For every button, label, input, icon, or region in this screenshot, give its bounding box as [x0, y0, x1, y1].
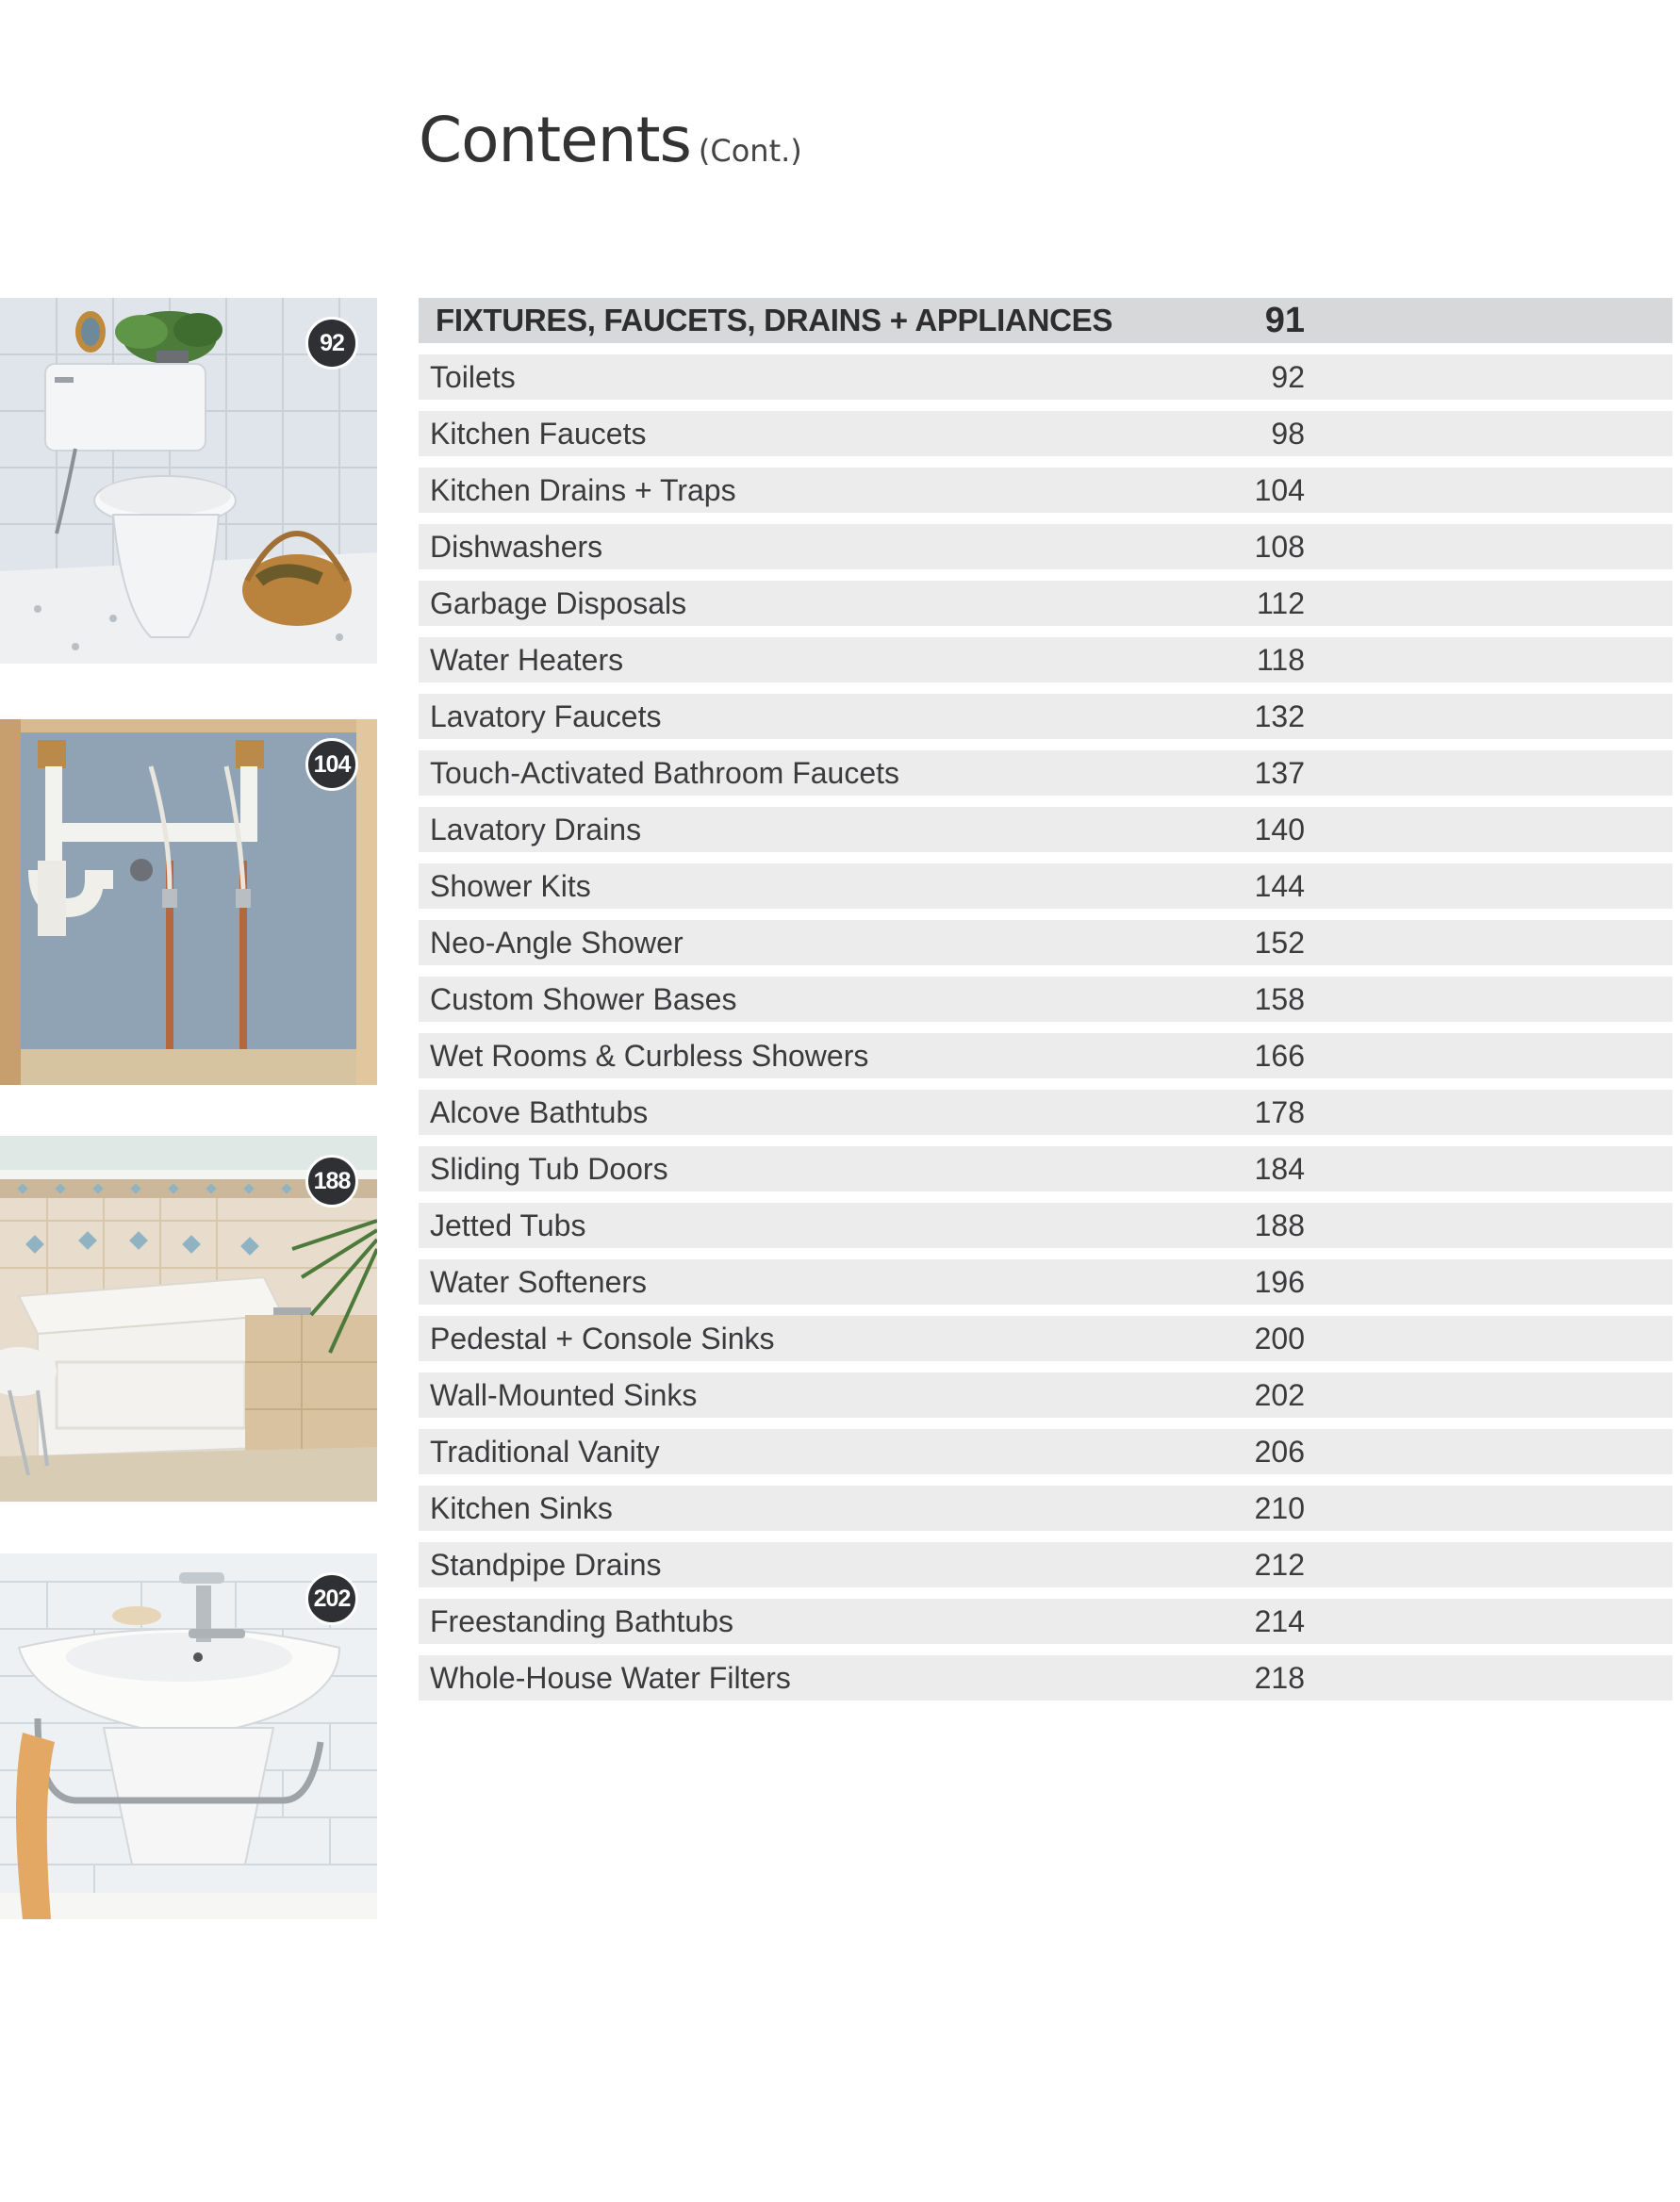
wall-mounted-sink-photo [0, 1553, 377, 1919]
page-badge: 188 [305, 1155, 358, 1208]
toc-entry-label: Water Heaters [430, 643, 624, 677]
toc-entry-kitchen-drains-traps[interactable] [419, 468, 1672, 513]
toc-entry-page: 158 [1254, 982, 1305, 1016]
toc-entry-label: Custom Shower Bases [430, 982, 737, 1016]
toc-entry-label: Wall-Mounted Sinks [430, 1378, 698, 1412]
toc-entry-page: 196 [1254, 1265, 1305, 1299]
toc-entry-page: 206 [1254, 1435, 1305, 1469]
toc-entry-lavatory-faucets[interactable] [419, 694, 1672, 739]
toc-entry-page: 104 [1254, 473, 1305, 507]
toc-entry-label: Dishwashers [430, 530, 603, 564]
toc-entry-traditional-vanity[interactable] [419, 1429, 1672, 1474]
toc-entry-page: 144 [1254, 869, 1305, 903]
toc-entry-page: 202 [1254, 1378, 1305, 1412]
section-header-page: 91 [1264, 301, 1305, 340]
toc-entry-page: 98 [1271, 417, 1305, 451]
toc-entry-label: Traditional Vanity [430, 1435, 660, 1469]
toc-entry-label: Kitchen Faucets [430, 417, 647, 451]
toc-entry-page: 152 [1254, 926, 1305, 960]
toc-entry-page: 166 [1254, 1039, 1305, 1073]
drain-trap-photo [0, 719, 377, 1085]
toc-entry-page: 112 [1256, 586, 1305, 620]
toc-entry-label: Touch-Activated Bathroom Faucets [430, 756, 900, 790]
toc-entry-label: Jetted Tubs [430, 1208, 586, 1242]
toc-entry-sliding-tub-doors[interactable] [419, 1146, 1672, 1191]
toc-entry-page: 132 [1254, 699, 1305, 733]
toc-entry-page: 118 [1256, 643, 1305, 677]
toc-entry-label: Alcove Bathtubs [430, 1095, 649, 1129]
toc-entry-page: 218 [1254, 1661, 1305, 1695]
section-header-row[interactable] [419, 298, 1672, 343]
toc-entry-page: 184 [1254, 1152, 1305, 1186]
toc-entry-page: 212 [1254, 1548, 1305, 1582]
toc-entry-whole-house-water-filters[interactable] [419, 1655, 1672, 1701]
toc-entry-label: Pedestal + Console Sinks [430, 1322, 775, 1356]
toc-entry-page: 214 [1254, 1604, 1305, 1638]
toc-entry-standpipe-drains[interactable] [419, 1542, 1672, 1587]
toc-entry-label: Lavatory Drains [430, 813, 642, 846]
toc-entry-label: Kitchen Drains + Traps [430, 473, 736, 507]
toilet-photo [0, 298, 377, 664]
toc-entry-label: Freestanding Bathtubs [430, 1604, 733, 1638]
toc-entry-toilets[interactable] [419, 354, 1672, 400]
toc-entry-shower-kits[interactable] [419, 863, 1672, 909]
page-title [419, 104, 802, 176]
toc-entry-page: 200 [1254, 1322, 1305, 1356]
toc-entry-page: 210 [1254, 1491, 1305, 1525]
page-title-text: Contents [419, 104, 691, 176]
section-header-label: FIXTURES, FAUCETS, DRAINS + APPLIANCES [436, 303, 1113, 337]
toc-entry-label: Lavatory Faucets [430, 699, 662, 733]
toc-entry-alcove-bathtubs[interactable] [419, 1090, 1672, 1135]
table-of-contents [419, 298, 1672, 1712]
toc-entry-kitchen-sinks[interactable] [419, 1486, 1672, 1531]
toc-entry-label: Whole-House Water Filters [430, 1661, 791, 1695]
toc-entry-neo-angle-shower[interactable] [419, 920, 1672, 965]
toc-entry-label: Standpipe Drains [430, 1548, 662, 1582]
toc-entry-dishwashers[interactable] [419, 524, 1672, 569]
jetted-tub-photo [0, 1136, 377, 1502]
toc-entry-page: 92 [1271, 360, 1305, 394]
toc-entry-touch-activated-faucets[interactable] [419, 750, 1672, 796]
toc-entry-lavatory-drains[interactable] [419, 807, 1672, 852]
page-badge: 104 [305, 738, 358, 791]
toc-entry-label: Water Softeners [430, 1265, 648, 1299]
toc-entry-page: 137 [1254, 756, 1305, 790]
toc-entry-water-heaters[interactable] [419, 637, 1672, 682]
toc-entry-label: Wet Rooms & Curbless Showers [430, 1039, 869, 1073]
toc-entry-freestanding-bathtubs[interactable] [419, 1599, 1672, 1644]
toc-entry-label: Toilets [430, 360, 516, 394]
toc-entry-label: Neo-Angle Shower [430, 926, 684, 960]
toc-entry-label: Kitchen Sinks [430, 1491, 613, 1525]
toc-entry-label: Shower Kits [430, 869, 591, 903]
toc-entry-page: 178 [1254, 1095, 1305, 1129]
page-badge: 202 [305, 1572, 358, 1625]
toc-entry-label: Sliding Tub Doors [430, 1152, 668, 1186]
toc-entry-garbage-disposals[interactable] [419, 581, 1672, 626]
toc-entry-water-softeners[interactable] [419, 1259, 1672, 1305]
toc-entry-pedestal-console-sinks[interactable] [419, 1316, 1672, 1361]
toc-entry-page: 140 [1254, 813, 1305, 846]
toc-entry-label: Garbage Disposals [430, 586, 687, 620]
toc-entry-kitchen-faucets[interactable] [419, 411, 1672, 456]
toc-entry-wall-mounted-sinks[interactable] [419, 1372, 1672, 1418]
page-subtitle: (Cont.) [698, 133, 802, 169]
toc-entry-wet-rooms[interactable] [419, 1033, 1672, 1078]
page-badge: 92 [305, 317, 358, 370]
toc-entry-page: 188 [1254, 1208, 1305, 1242]
toc-entry-custom-shower-bases[interactable] [419, 977, 1672, 1022]
toc-entry-jetted-tubs[interactable] [419, 1203, 1672, 1248]
toc-entry-page: 108 [1254, 530, 1305, 564]
